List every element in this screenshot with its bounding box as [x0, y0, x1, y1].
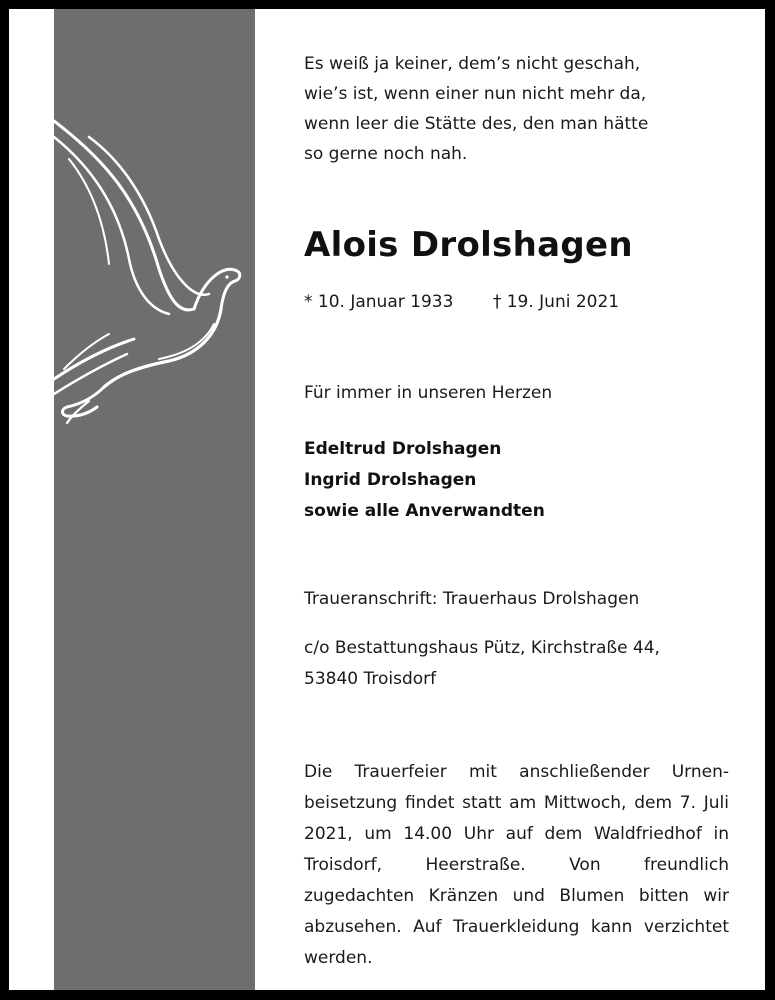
poem-line: wie’s ist, wenn einer nun nicht mehr da,: [304, 84, 647, 104]
obituary-card: [9, 9, 765, 990]
birth-date: * 10. Januar 1933: [304, 292, 454, 312]
mourner-name: Ingrid Drolshagen: [304, 470, 477, 490]
life-dates: [304, 292, 619, 312]
mourners-intro: Für immer in unseren Herzen: [304, 383, 553, 403]
mourner-name: Edeltrud Drolshagen: [304, 439, 502, 459]
deceased-name: Alois Drolshagen: [304, 225, 633, 265]
funeral-notice: Die Trauerfeier mit anschließender Urnenbeisetzung findet statt am Mittwoch, dem 7. Juli 2021, um 14.00 Uhr auf dem Waldfriedhof in Troisdorf, Heerstraße. Von freundlich zugedachten Kränzen und Blumen bitten wir abzusehen. Auf Trauerkleidung kann verzichtet werden.: [304, 762, 729, 968]
poem-line: so gerne noch nah.: [304, 144, 468, 164]
dove-icon: [9, 9, 255, 990]
mourning-address-label: Traueranschrift: Trauerhaus Drolshagen: [304, 589, 640, 609]
memorial-poem: [304, 49, 729, 169]
address-line: 53840 Troisdorf: [304, 669, 437, 689]
death-date: † 19. Juni 2021: [492, 292, 620, 312]
mourner-name: sowie alle Anverwandten: [304, 501, 545, 521]
address-line: c/o Bestattungshaus Pütz, Kirchstraße 44,: [304, 638, 660, 658]
poem-line: wenn leer die Stätte des, den man hätte: [304, 114, 649, 134]
poem-line: Es weiß ja keiner, dem’s nicht geschah,: [304, 54, 641, 74]
mourning-address: [304, 633, 660, 695]
mourners-list: [304, 434, 545, 527]
